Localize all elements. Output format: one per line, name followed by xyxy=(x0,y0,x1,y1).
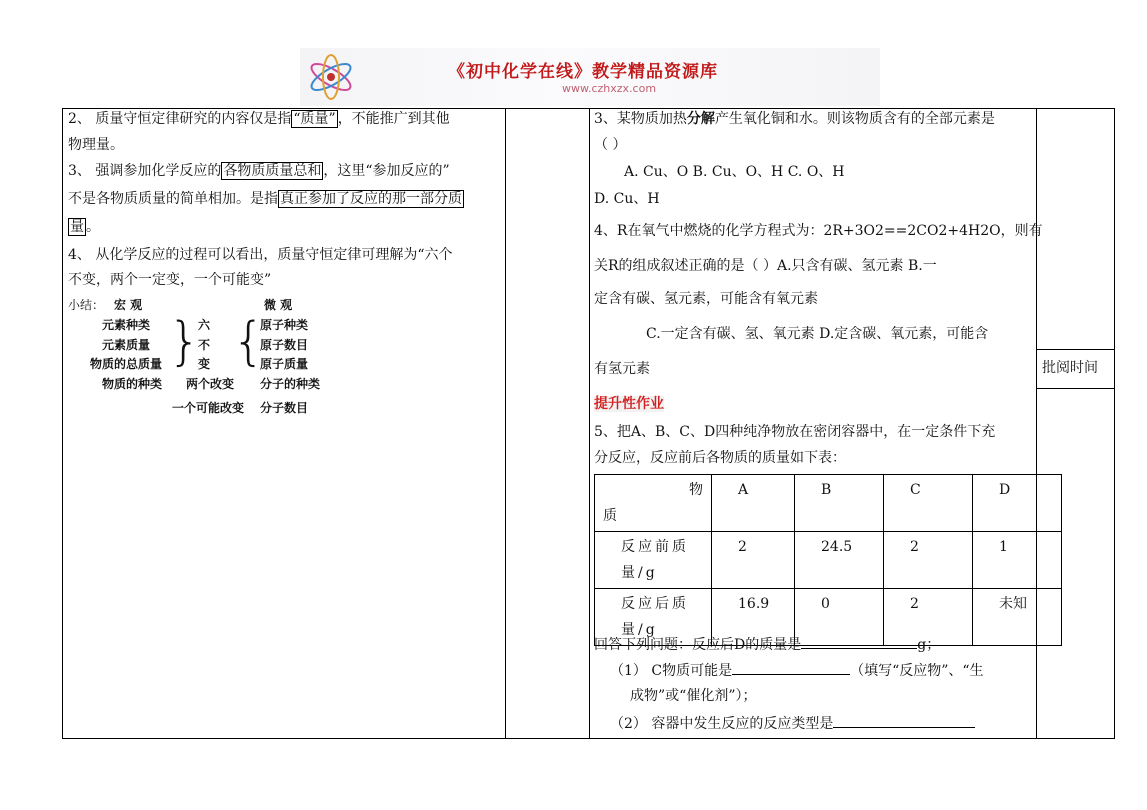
answer-1-blank[interactable] xyxy=(732,658,850,675)
micro-item-1: 原子种类 xyxy=(260,318,309,332)
micro-item-3: 原子质量 xyxy=(260,357,309,371)
left-brace-symbol: { xyxy=(232,312,266,372)
row2-left: 物质的种类 xyxy=(102,377,163,391)
question-3-option-d: D. Cu、H xyxy=(594,191,660,207)
summary-micro: 微 观 xyxy=(264,298,293,312)
micro-item-2: 原子数目 xyxy=(260,338,309,352)
section-title-text: 提升性作业 xyxy=(594,396,664,412)
review-time-label: 批阅时间 xyxy=(1042,360,1098,376)
q3-bold: 分解 xyxy=(686,111,715,127)
table-cell: 0 xyxy=(795,589,884,646)
point-3-text-b: ，这里“参加反应的” xyxy=(323,163,450,179)
answer-2-blank[interactable] xyxy=(833,711,975,728)
middle-char-3: 变 xyxy=(198,357,211,371)
table-right-border xyxy=(1114,108,1115,739)
table-header-cell: D xyxy=(973,475,1062,532)
point-2-line-1 xyxy=(68,107,450,131)
banner-url: www.czhxzx.com xyxy=(562,82,657,95)
point-2-line-2: 物理量。 xyxy=(68,137,124,153)
col-divider-1 xyxy=(505,108,506,739)
question-4-line-5: 有氢元素 xyxy=(594,361,650,377)
substance-char-2: 质 xyxy=(603,508,617,524)
row2-mid: 两个改变 xyxy=(186,377,235,391)
answer-d-unit: g； xyxy=(917,637,941,653)
answer-d-blank[interactable] xyxy=(801,632,917,649)
point-2-boxed: “质量” xyxy=(293,111,336,127)
answer-1-text-b: （填写“反应物”、“生 xyxy=(850,663,984,679)
question-5-line-1: 5、把A、B、C、D四种纯净物放在密闭容器中，在一定条件下充 xyxy=(594,424,996,440)
point-3-line-3 xyxy=(68,215,100,239)
table-cell-label: 反应后质量/g xyxy=(595,589,712,646)
answer-2-line-1 xyxy=(610,711,975,736)
row3-mid: 一个可能改变 xyxy=(172,401,245,415)
point-3-boxed-2: 真正参加了反应的那一部分质 xyxy=(280,191,462,207)
point-3-boxed-3: 量 xyxy=(70,219,84,235)
question-4-line-4: C.一定含有碳、氢、氧元素 D.定含碳、氧元素，可能含 xyxy=(646,326,989,342)
table-cell: 24.5 xyxy=(795,532,884,589)
question-4-line-2: 关R的组成叙述正确的是（ ）A.只含有碳、氢元素 B.一 xyxy=(594,258,937,274)
question-3-options: A. Cu、O B. Cu、O、H C. O、H xyxy=(624,164,845,180)
table-cell: 未知 xyxy=(973,589,1062,646)
table-cell: 2 xyxy=(884,589,973,646)
table-left-border xyxy=(62,108,63,739)
question-4-line-1: 4、R在氧气中燃烧的化学方程式为：2R+3O2==2CO2+4H2O，则有 xyxy=(594,223,1043,239)
table-cell: 1 xyxy=(973,532,1062,589)
question-3-line-1 xyxy=(594,107,995,131)
point-3-line-2 xyxy=(68,187,464,211)
answer-1-text-a: （1） C物质可能是 xyxy=(610,663,733,679)
atom-logo-icon xyxy=(306,52,356,102)
point-3-text-c: 不是各物质质量的简单相加。是指 xyxy=(68,191,278,207)
q3-text-a: 3、某物质加热 xyxy=(594,111,687,127)
answer-1-line-1 xyxy=(610,658,984,683)
point-3-boxed: 各物质质量总和 xyxy=(223,163,322,179)
answer-d-text: 回答下列问题：反应后D的质量是 xyxy=(594,637,802,653)
side-row-bottom xyxy=(1036,388,1115,389)
middle-char-1: 六 xyxy=(198,318,211,332)
row2-right: 分子的种类 xyxy=(260,377,321,391)
table-header-cell: B xyxy=(795,475,884,532)
table-cell-label: 反应前质量/g xyxy=(595,532,712,589)
middle-char-2: 不 xyxy=(198,338,211,352)
mass-table xyxy=(594,474,1062,646)
right-brace-symbol: } xyxy=(168,312,202,372)
table-header-cell: A xyxy=(712,475,795,532)
point-3-text-a: 3、 强调参加化学反应的 xyxy=(68,163,222,179)
summary-label: 小结： xyxy=(68,298,105,312)
answer-2-text: （2） 容器中发生反应的反应类型是 xyxy=(610,716,834,732)
table-cell: 16.9 xyxy=(712,589,795,646)
macro-item-3: 物质的总质量 xyxy=(90,357,163,371)
point-2-text-a: 2、 质量守恒定律研究的内容仅是指 xyxy=(68,111,292,127)
point-2-text-b: ，不能推广到其他 xyxy=(337,111,450,127)
table-header-cell: C xyxy=(884,475,973,532)
col-divider-2 xyxy=(589,108,590,739)
point-3-text-d: 。 xyxy=(86,219,100,235)
banner-title: 《初中化学在线》教学精品资源库 xyxy=(448,62,718,82)
section-title xyxy=(594,392,664,416)
macro-item-2: 元素质量 xyxy=(102,338,151,352)
question-3-paren: （ ） xyxy=(594,137,627,153)
summary-macro: 宏 观 xyxy=(114,298,143,312)
table-cell: 2 xyxy=(884,532,973,589)
table-row xyxy=(595,475,1062,532)
answer-1-line-2: 成物”或“催化剂”）； xyxy=(630,688,757,704)
answer-line-d xyxy=(594,632,940,657)
table-cell: 2 xyxy=(712,532,795,589)
question-5-line-2: 分反应，反应前后各物质的质量如下表： xyxy=(594,450,846,466)
point-3-line-1 xyxy=(68,159,450,183)
row3-right: 分子数目 xyxy=(260,401,309,415)
point-4-line-1: 4、 从化学反应的过程可以看出，质量守恒定律可理解为“六个 xyxy=(68,247,453,263)
table-row xyxy=(595,532,1062,589)
question-4-line-3: 定含有碳、氢元素，可能含有氧元素 xyxy=(594,291,818,307)
point-4-line-2: 不变，两个一定变，一个可能变” xyxy=(68,272,272,288)
table-header-substance xyxy=(595,475,712,532)
side-row-top xyxy=(1036,349,1115,350)
macro-item-1: 元素种类 xyxy=(102,318,151,332)
header-banner xyxy=(300,48,880,106)
substance-char-1: 物 xyxy=(689,482,703,498)
q3-text-b: 产生氧化铜和水。则该物质含有的全部元素是 xyxy=(714,111,995,127)
